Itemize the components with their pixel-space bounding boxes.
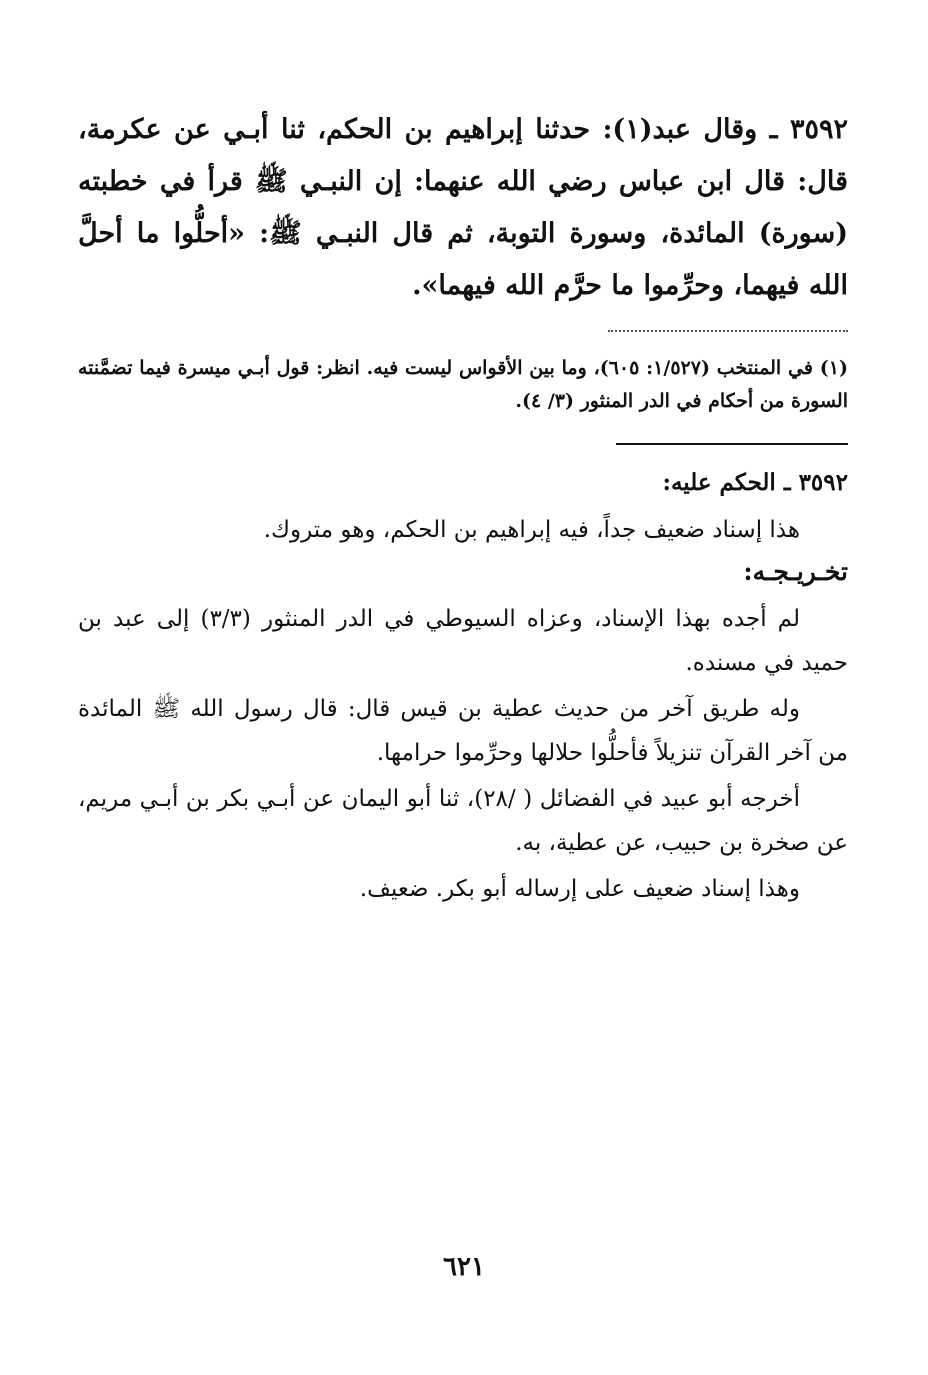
takhrij-body — [78, 597, 848, 913]
takhrij-paragraph-1: لم أجده بهذا الإسناد، وعزاه السيوطي في الدر المنثور (٣/٣) إلى عبد بن حميد في مسنده. — [78, 606, 848, 676]
hadith-paragraph — [78, 104, 848, 312]
hadith-number: ٣٥٩٢ ـ — [769, 114, 848, 145]
hadith-text: وقال عبد(١): حدثنا إبراهيم بن الحكم، ثنا أبـي عن عكرمة، قال: قال ابن عباس رضي الله عنهما: إن النبـي ﷺ قرأ في خطبته (سورة) المائدة، وسورة التوبة، ثم قال النبـي ﷺ: «أحلُّوا ما أحلَّ الله فيهما، وحرِّموا ما حرَّم الله فيهما». — [78, 114, 848, 301]
takhrij-paragraph-2: وله طريق آخر من حديث عطية بن قيس قال: قال رسول الله ﷺ المائدة من آخر القرآن تنزيلاً فأحلُّوا حلالها وحرِّموا حرامها. — [78, 696, 848, 766]
section-divider — [616, 443, 848, 445]
footnote-separator — [608, 330, 848, 332]
ruling-text: هذا إسناد ضعيف جداً، فيه إبراهيم بن الحكم، وهو متروك. — [263, 517, 800, 543]
takhrij-heading: تخـريـجـه: — [743, 557, 848, 586]
footnote: (١) في المنتخب (١/٥٢٧: ٦٠٥)، وما بين الأقواس ليست فيه. انظر: قول أبـي ميسرة فيما تضمَّنته السورة من أحكام في الدر المنثور (٣/ ٤). — [78, 357, 848, 412]
takhrij-paragraph-3: أخرجه أبو عبيد في الفضائل ( /٢٨)، ثنا أبو اليمان عن أبـي بكر بن أبـي مريم، عن صخرة بن حبيب، عن عطية، به. — [78, 786, 848, 856]
takhrij-paragraph-4: وهذا إسناد ضعيف على إرساله أبو بكر. ضعيف. — [359, 876, 800, 902]
ruling-heading: ٣٥٩٢ ـ الحكم عليه: — [662, 469, 848, 496]
page-number: ٦٢١ — [443, 1252, 485, 1282]
